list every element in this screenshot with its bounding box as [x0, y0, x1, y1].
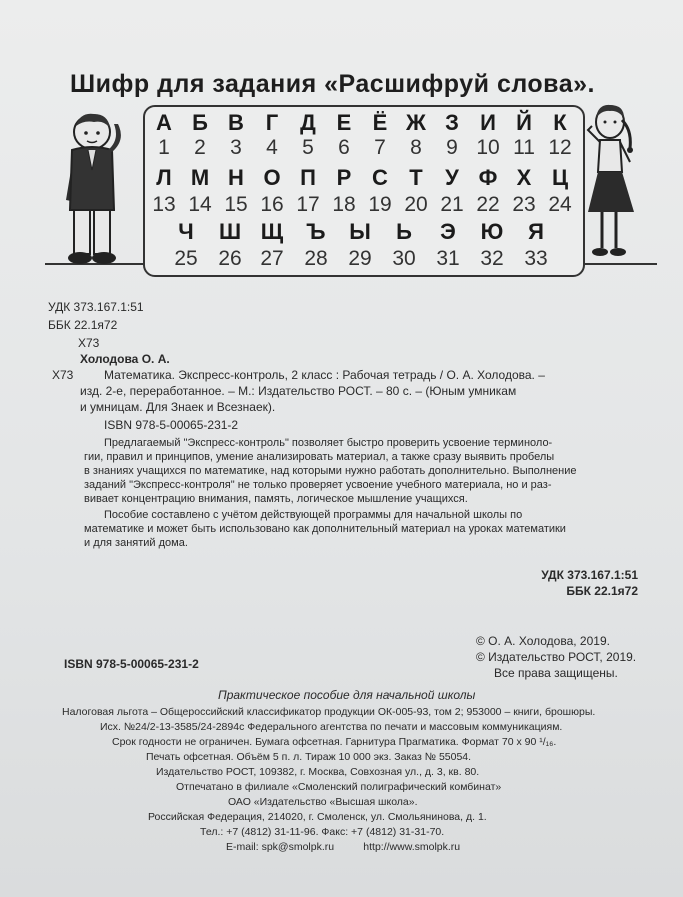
cipher-number: 2: [194, 136, 206, 159]
cipher-letter: О: [263, 165, 281, 190]
cipher-letter: Ш: [218, 219, 242, 244]
cipher-letters-row-2: [145, 164, 583, 194]
cipher-number: 7: [374, 136, 386, 159]
cipher-letter: Б: [192, 110, 208, 135]
cipher-letter: П: [300, 165, 316, 190]
description-line: изд. 2-е, переработанное. – М.: Издательство РОСТ. – 80 с. – (Юным умникам: [80, 384, 517, 398]
cipher-letter: З: [445, 110, 459, 135]
cipher-letter: Ы: [349, 219, 371, 244]
author-name: Холодова О. А.: [80, 352, 170, 366]
cipher-number: 12: [548, 136, 572, 159]
cipher-letter: Ь: [396, 219, 412, 244]
cipher-letter: Ё: [372, 110, 388, 135]
cipher-number: 19: [368, 193, 392, 216]
cipher-letter: Ф: [478, 165, 498, 190]
imprint-line: Российская Федерация, 214020, г. Смоленск, ул. Смольянинова, д. 1.: [148, 811, 487, 823]
annotation-line: гии, правил и принципов, умение анализировать материал, а также сразу выявить пробелы: [84, 451, 555, 463]
imprint-heading: Практическое пособие для начальной школы: [218, 688, 476, 702]
description-line: и умницам. Для Знаек и Всезнаек).: [80, 400, 276, 414]
cipher-number: 16: [260, 193, 284, 216]
cipher-number: 15: [224, 193, 248, 216]
boy-illustration: [48, 110, 138, 268]
imprint-line: Тел.: +7 (4812) 31-11-96. Факс: +7 (4812) 31-31-70.: [200, 826, 445, 838]
udk-code: УДК 373.167.1:51: [48, 300, 144, 314]
annotation-line: Предлагаемый "Экспресс-контроль" позволяет быстро проверить усвоение терминоло-: [104, 437, 553, 449]
imprint-line: ОАО «Издательство «Высшая школа».: [228, 796, 418, 808]
annotation-line: и для занятий дома.: [84, 537, 188, 549]
cipher-number: 11: [513, 136, 535, 159]
udk-code-right: УДК 373.167.1:51: [541, 568, 638, 582]
annotation-line: математике и может быть использовано как дополнительный материал на уроках математики: [84, 523, 566, 535]
bbk-code: ББК 22.1я72: [48, 318, 118, 332]
cipher-letter: У: [445, 165, 459, 190]
cipher-table: [143, 105, 585, 277]
cipher-number: 6: [338, 136, 350, 159]
cipher-number: 3: [230, 136, 242, 159]
cipher-number: 22: [476, 193, 500, 216]
cipher-number: 28: [304, 247, 328, 270]
cipher-number: 10: [476, 136, 500, 159]
cipher-number: 26: [218, 247, 242, 270]
cipher-number: 8: [410, 136, 422, 159]
cipher-number: 9: [446, 136, 458, 159]
cipher-letter: Ч: [178, 219, 194, 244]
cipher-letters-row-3: [145, 218, 583, 248]
rights-reserved: Все права защищены.: [494, 666, 618, 680]
cipher-number: 4: [266, 136, 278, 159]
cipher-number: 33: [524, 247, 548, 270]
imprint-line: Срок годности не ограничен. Бумага офсетная. Гарнитура Прагматика. Формат 70 х 90 ¹/₁₆.: [112, 736, 557, 748]
cipher-number: 25: [174, 247, 198, 270]
cipher-number: 1: [158, 136, 170, 159]
cipher-letter: Л: [156, 165, 172, 190]
imprint-line: Издательство РОСТ, 109382, г. Москва, Совхозная ул., д. 3, кв. 80.: [156, 766, 480, 778]
cipher-letter: И: [480, 110, 496, 135]
cipher-letter: Р: [336, 165, 352, 190]
cipher-numbers-row-2: [145, 191, 583, 221]
cipher-letter: М: [190, 165, 210, 190]
cipher-numbers-row-3: [145, 245, 583, 275]
cipher-letter: Ъ: [306, 219, 326, 244]
cipher-number: 14: [188, 193, 212, 216]
cipher-letter: Ю: [480, 219, 504, 244]
cipher-letter: Д: [300, 110, 316, 135]
cipher-letter: Ж: [406, 110, 426, 135]
imprint-line: Печать офсетная. Объём 5 п. л. Тираж 10 000 экз. Заказ № 55054.: [146, 751, 472, 763]
copyright-author: © О. А. Холодова, 2019.: [476, 634, 610, 648]
isbn-text: ISBN 978-5-00065-231-2: [104, 418, 239, 432]
cipher-letter: Ц: [551, 165, 569, 190]
cipher-letter: Э: [440, 219, 456, 244]
annotation-line: вивает концентрацию внимания, память, логическое мышление учащихся.: [84, 493, 468, 505]
description-line: Математика. Экспресс-контроль, 2 класс : Рабочая тетрадь / О. А. Холодова. –: [104, 368, 545, 382]
cipher-number: 29: [348, 247, 372, 270]
author-mark-2: Х73: [52, 368, 74, 382]
cipher-letter: Я: [528, 219, 544, 244]
cipher-number: 5: [302, 136, 314, 159]
cipher-number: 32: [480, 247, 504, 270]
cipher-letter: В: [228, 110, 244, 135]
cipher-number: 21: [440, 193, 464, 216]
cipher-letter: Г: [265, 110, 279, 135]
imprint-line: Отпечатано в филиале «Смоленский полиграфический комбинат»: [176, 781, 502, 793]
cipher-number: 17: [296, 193, 320, 216]
cipher-letter: К: [553, 110, 567, 135]
cipher-number: 24: [548, 193, 572, 216]
imprint-line: Исх. №24/2-13-3585/24-2894с Федерального агентства по печати и массовым коммуникациям.: [100, 721, 563, 733]
cipher-number: 13: [152, 193, 176, 216]
cipher-letter: Х: [516, 165, 532, 190]
page-title: Шифр для задания «Расшифруй слова».: [70, 70, 595, 98]
cipher-number: 27: [260, 247, 284, 270]
cipher-number: 18: [332, 193, 356, 216]
cipher-number: 23: [512, 193, 536, 216]
imprint-line: Налоговая льгота – Общероссийский классификатор продукции ОК-005-93, том 2; 953000 – книги, брошюры.: [62, 706, 596, 718]
girl-illustration: [580, 100, 650, 265]
author-mark: Х73: [78, 336, 100, 350]
annotation-line: в знаниях учащихся по математике, над которыми нужно работать дополнительно. Выполнение: [84, 465, 577, 477]
cipher-letter: Н: [228, 165, 244, 190]
cipher-number: 20: [404, 193, 428, 216]
cipher-letter: С: [372, 165, 388, 190]
cipher-letter: Е: [336, 110, 352, 135]
cipher-numbers-row-1: [145, 134, 583, 164]
imprint-line: E-mail: spk@smolpk.ru http://www.smolpk.ru: [226, 841, 461, 853]
annotation-line: заданий "Экспресс-контроля" не только проверяет усвоение учебного материала, но и раз-: [84, 479, 552, 491]
isbn-bold: ISBN 978-5-00065-231-2: [64, 657, 199, 671]
bbk-code-right: ББК 22.1я72: [566, 584, 638, 598]
cipher-number: 30: [392, 247, 416, 270]
cipher-letter: Щ: [260, 219, 284, 244]
annotation-line: Пособие составлено с учётом действующей программы для начальной школы по: [104, 509, 523, 521]
cipher-letter: Й: [516, 110, 532, 135]
cipher-letter: Т: [409, 165, 423, 190]
copyright-publisher: © Издательство РОСТ, 2019.: [476, 650, 637, 664]
cipher-letter: А: [156, 110, 172, 135]
cipher-number: 31: [436, 247, 460, 270]
